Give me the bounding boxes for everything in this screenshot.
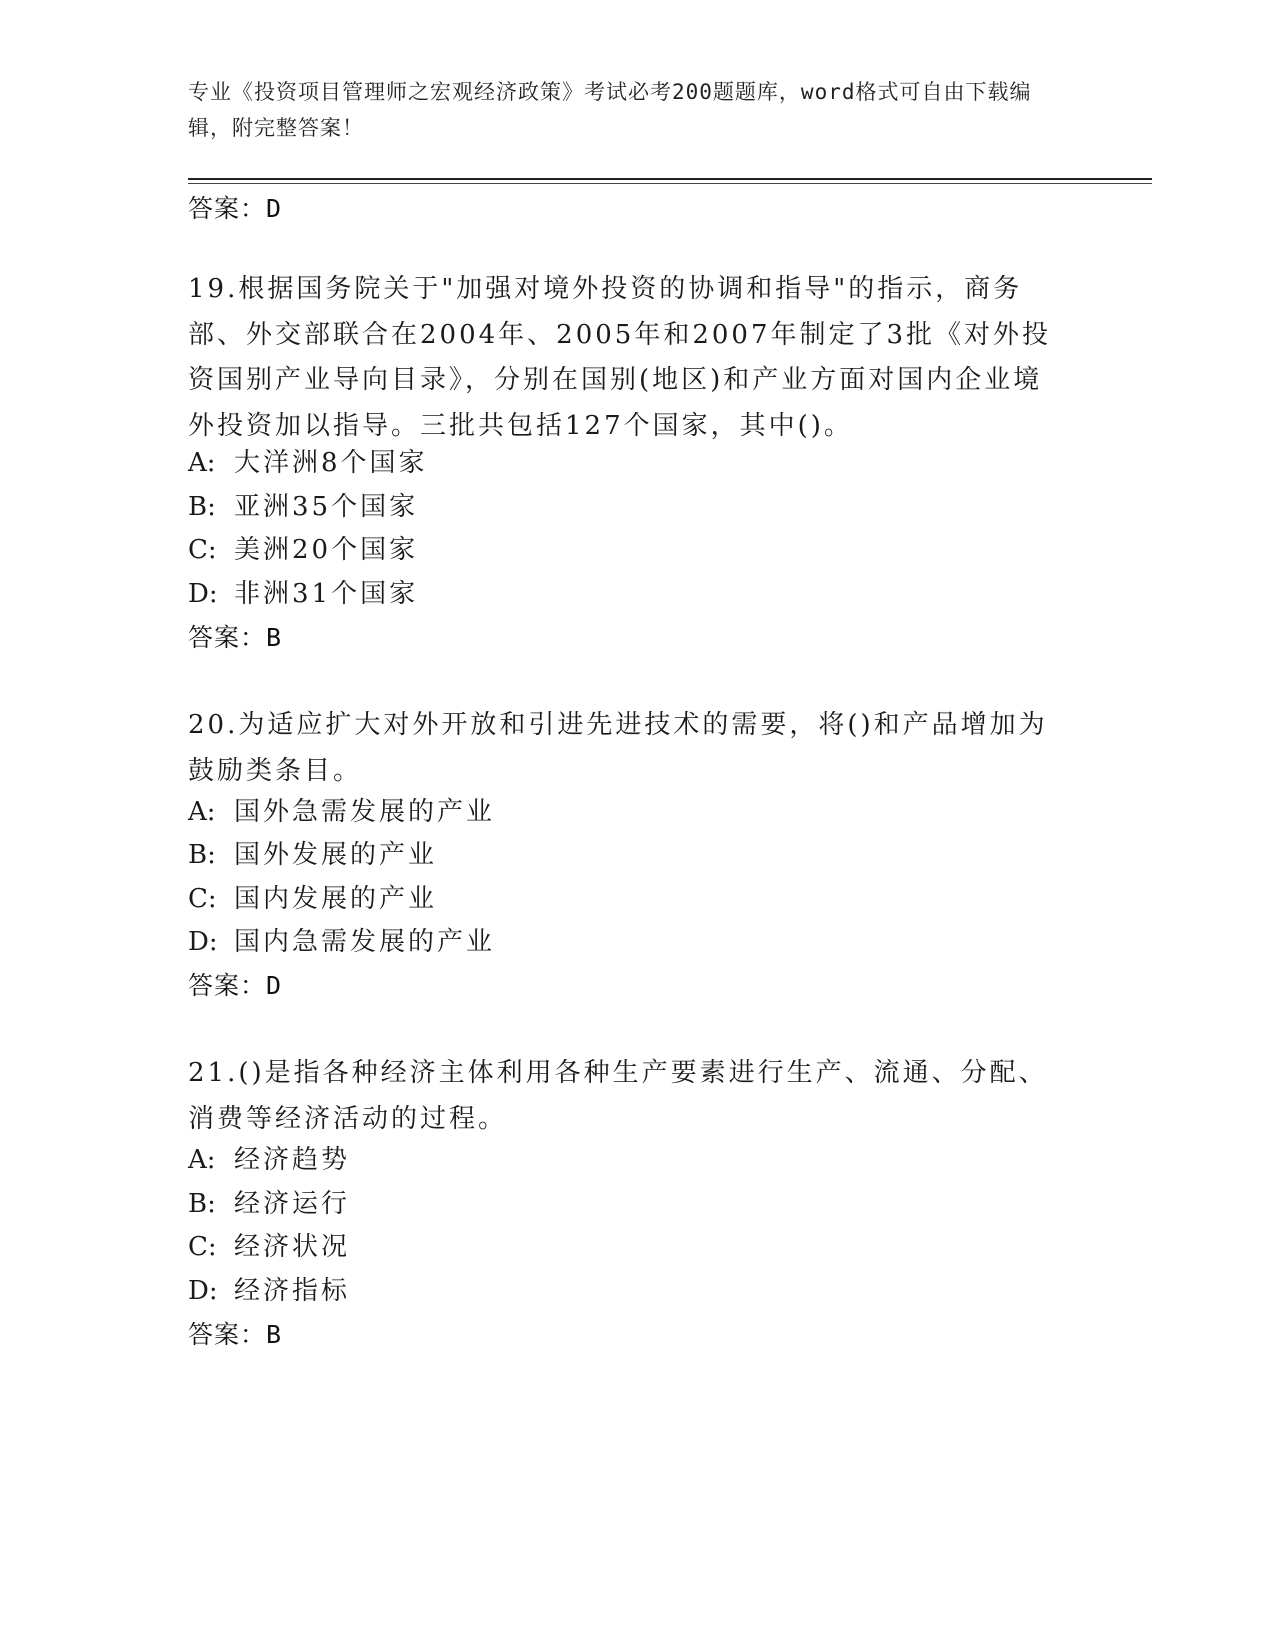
answer-line-prev: 答案：D [188, 194, 283, 223]
question-20-option-b [188, 833, 437, 879]
option-letter: D: [188, 927, 218, 957]
question-21-option-a [188, 1138, 350, 1184]
question-21-answer: 答案：B [188, 1320, 283, 1349]
option-letter: A: [188, 797, 216, 827]
option-text: 国外急需发展的产业 [234, 797, 496, 827]
question-20-option-d [188, 920, 495, 966]
document-intro: 专业《投资项目管理师之宏观经济政策》考试必考200题题库，word格式可自由下载编辑，附完整答案！ [188, 80, 1032, 140]
question-21-option-b [188, 1182, 350, 1228]
question-20-answer: 答案：D [188, 971, 283, 1000]
option-text: 经济运行 [234, 1189, 351, 1219]
header-divider-thick [188, 178, 1152, 180]
question-19-option-d [188, 572, 418, 618]
option-letter: C: [188, 884, 217, 914]
option-letter: B: [188, 840, 216, 870]
question-19-option-b [188, 485, 418, 531]
option-text: 亚洲35个国家 [234, 492, 419, 522]
option-text: 非洲31个国家 [234, 579, 419, 609]
question-20-text: 20.为适应扩大对外开放和引进先进技术的需要，将()和产品增加为鼓励类条目。 [188, 710, 1048, 786]
question-19-text: 19.根据国务院关于"加强对境外投资的协调和指导"的指示，商务部、外交部联合在2004年、2005年和2007年制定了3批《对外投资国别产业导向目录》，分别在国别(地区)和产业方面对国内企业境外投资加以指导。三批共包括127个国家，其中()。 [188, 274, 1052, 441]
option-text: 国内发展的产业 [234, 884, 438, 914]
question-21-option-c [188, 1225, 350, 1271]
question-19-option-c [188, 528, 418, 574]
question-21-option-d [188, 1269, 350, 1315]
question-19-option-a [188, 441, 428, 487]
option-text: 国内急需发展的产业 [234, 927, 496, 957]
option-letter: C: [188, 535, 217, 565]
option-text: 经济指标 [234, 1276, 351, 1306]
option-letter: A: [188, 1145, 216, 1175]
option-text: 美洲20个国家 [234, 535, 419, 565]
option-text: 大洋洲8个国家 [234, 448, 428, 478]
option-text: 经济状况 [234, 1232, 351, 1262]
option-letter: D: [188, 579, 218, 609]
question-20-option-c [188, 877, 437, 923]
question-19-answer: 答案：B [188, 623, 283, 652]
question-21-text: 21.()是指各种经济主体利用各种生产要素进行生产、流通、分配、消费等经济活动的过程。 [188, 1058, 1048, 1134]
option-letter: C: [188, 1232, 217, 1262]
option-letter: A: [188, 448, 216, 478]
option-letter: B: [188, 1189, 216, 1219]
option-letter: B: [188, 492, 216, 522]
header-divider-thin [188, 183, 1152, 184]
option-text: 经济趋势 [234, 1145, 351, 1175]
question-20-option-a [188, 790, 495, 836]
option-text: 国外发展的产业 [234, 840, 438, 870]
option-letter: D: [188, 1276, 218, 1306]
